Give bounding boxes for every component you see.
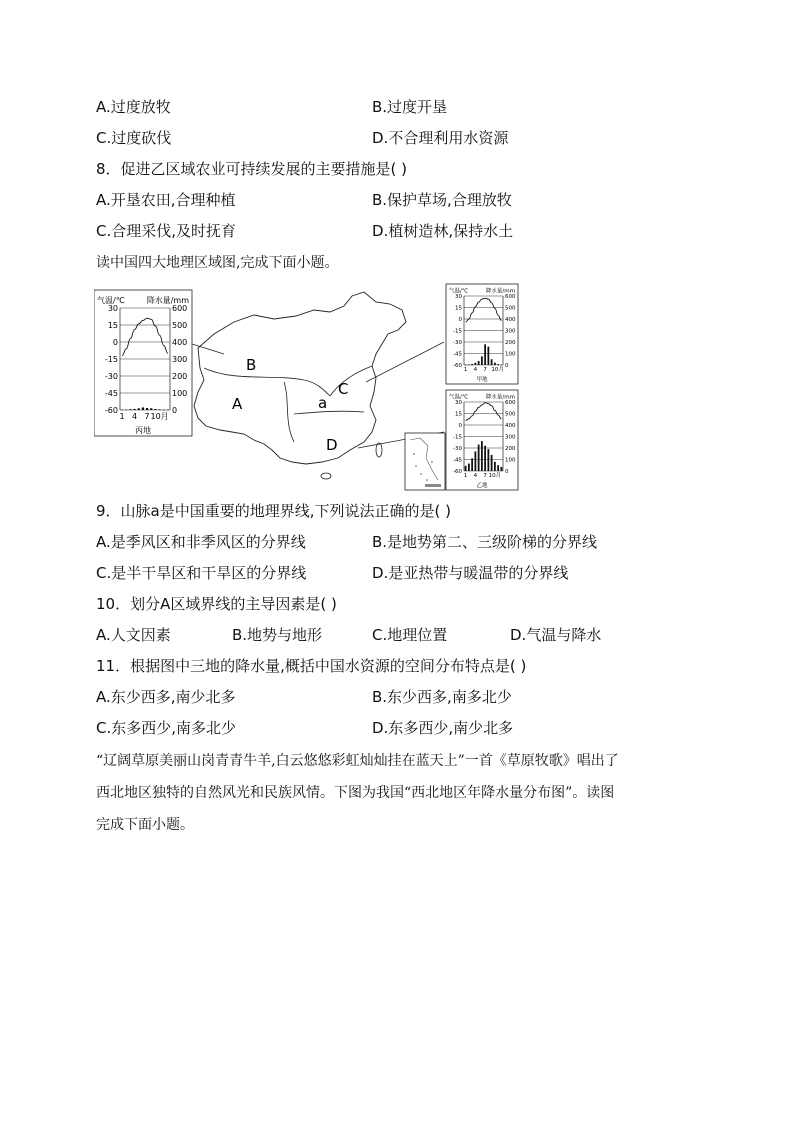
precipitation-tick-label: 100 (505, 457, 516, 464)
temperature-tick-label: -45 (453, 457, 462, 464)
q11-option-a: A.东少西多,南少北多 (96, 688, 236, 706)
precipitation-bar (167, 410, 169, 411)
climate-chart-bing (94, 290, 192, 436)
q11-option-c: C.东多西少,南多北少 (96, 719, 237, 737)
map-label-d: D (326, 436, 338, 454)
month-tick-label: 7 (483, 367, 487, 374)
precipitation-bar (487, 347, 489, 365)
month-tick-label: 10 (491, 367, 499, 374)
q11-option-d: D.东多西少,南少北多 (372, 719, 514, 737)
q10-option-b: B.地势与地形 (232, 626, 323, 644)
q9-option-c: C.是半干旱区和干旱区的分界线 (96, 564, 307, 582)
precipitation-tick-label: 600 (505, 293, 516, 300)
month-tick-label: 1 (463, 473, 468, 480)
map-label-c: C (338, 380, 349, 398)
map-label-a: A (232, 395, 243, 413)
temperature-tick-label: -45 (104, 388, 118, 398)
q10-stem: 10．划分A区域界线的主导因素是( ) (96, 595, 337, 613)
precipitation-bar (468, 364, 470, 365)
precipitation-bar (474, 363, 476, 365)
month-tick-label: 10月 (150, 411, 169, 421)
month-tick-label: 10月 (488, 473, 502, 480)
temperature-tick-label: 0 (458, 422, 462, 429)
month-tick-label: 1 (463, 367, 468, 374)
precipitation-bar (121, 410, 123, 411)
month-tick-label: 7 (483, 473, 487, 480)
precipitation-bar (478, 445, 480, 471)
temperature-tick-label: -15 (453, 434, 462, 441)
precipitation-bar (484, 344, 486, 365)
precipitation-bar (142, 407, 144, 410)
precipitation-bar (471, 364, 473, 365)
temperature-tick-label: 0 (458, 316, 462, 323)
precipitation-bar (478, 361, 480, 365)
precipitation-bar (465, 466, 467, 471)
precipitation-bar (133, 409, 135, 410)
map-label-b: B (246, 356, 257, 374)
precipitation-tick-label: 500 (505, 305, 516, 312)
four-regions-map-figure (94, 282, 519, 494)
temperature-tick-label: 0 (112, 337, 118, 347)
precipitation-tick-label: 100 (172, 388, 188, 398)
temperature-axis-label: 气温/℃ (449, 288, 469, 295)
q9-option-d: D.是亚热带与暖温带的分界线 (372, 564, 569, 582)
month-tick-label: 4 (473, 473, 478, 480)
precipitation-bar (481, 441, 483, 471)
q10-option-d: D.气温与降水 (510, 626, 602, 644)
precipitation-tick-label: 400 (172, 337, 188, 347)
q7-option-c: C.过度砍伐 (96, 129, 172, 147)
q7-option-d: D.不合理利用水资源 (372, 129, 509, 147)
precipitation-bar (497, 465, 499, 471)
precipitation-tick-label: 200 (172, 371, 188, 381)
precipitation-tick-label: 400 (505, 422, 516, 429)
q7-option-b: B.过度开垦 (372, 98, 448, 116)
precipitation-bar (465, 365, 467, 366)
precipitation-tick-label: 300 (505, 434, 516, 441)
temperature-axis-label: 气温/℃ (97, 296, 125, 306)
precipitation-bar (484, 446, 486, 471)
q11-option-b: B.东少西多,南多北少 (372, 688, 512, 706)
q8-option-b: B.保护草场,合理放牧 (372, 191, 512, 209)
inset-caption-mark (425, 484, 441, 487)
climate-chart-yi (446, 390, 518, 490)
chart-place-label: 丙地 (135, 426, 151, 435)
temperature-tick-label: -15 (453, 328, 462, 335)
temperature-tick-label: -15 (104, 354, 118, 364)
temperature-tick-label: -60 (453, 362, 462, 369)
hainan-island (321, 473, 331, 479)
q10-option-c: C.地理位置 (372, 626, 448, 644)
precipitation-bar (491, 455, 493, 471)
precipitation-tick-label: 0 (505, 468, 509, 475)
q8-option-a: A.开垦农田,合理种植 (96, 191, 236, 209)
precipitation-bar (494, 363, 496, 365)
temperature-tick-label: 15 (455, 411, 462, 418)
intro-map-question: 读中国四大地理区域图,完成下面小题。 (96, 255, 339, 271)
precipitation-bar (468, 464, 470, 471)
precipitation-bar (125, 409, 127, 410)
precipitation-axis-label: 降水量/mm (146, 296, 189, 306)
precipitation-tick-label: 100 (505, 351, 516, 358)
taiwan-island (376, 443, 382, 457)
q9-option-a: A.是季风区和非季风区的分界线 (96, 533, 306, 551)
climate-chart-jia (446, 284, 518, 384)
month-tick-label: 7 (144, 411, 150, 421)
precipitation-bar (163, 410, 165, 411)
q8-option-c: C.合理采伐,及时抚育 (96, 222, 237, 240)
month-tick-label: 4 (473, 367, 478, 374)
temperature-tick-label: -45 (453, 351, 462, 358)
precipitation-tick-label: 300 (172, 354, 188, 364)
temperature-tick-label: 30 (455, 293, 462, 300)
precipitation-bar (158, 409, 160, 410)
chart-place-label: 甲地 (476, 377, 488, 383)
precipitation-axis-label: 降水量/mm (485, 288, 515, 295)
q7-option-a: A.过度放牧 (96, 98, 171, 116)
precipitation-tick-label: 200 (505, 339, 516, 346)
map-label-mountain-a: a (318, 394, 328, 412)
intro-passage-line-3: 完成下面小题。 (96, 817, 194, 833)
precipitation-bar (146, 408, 148, 410)
q8-stem: 8．促进乙区域农业可持续发展的主要措施是( ) (96, 160, 408, 178)
precipitation-tick-label: 600 (172, 303, 188, 313)
precipitation-bar (500, 467, 502, 471)
precipitation-tick-label: 0 (505, 362, 509, 369)
precipitation-tick-label: 500 (172, 320, 188, 330)
precipitation-tick-label: 300 (505, 328, 516, 335)
precipitation-bar (154, 409, 156, 410)
temperature-tick-label: -30 (453, 445, 462, 452)
chart-place-label: 乙地 (476, 483, 488, 489)
temperature-tick-label: -30 (104, 371, 118, 381)
intro-passage-line-1: “辽阔草原美丽山岗青青牛羊,白云悠悠彩虹灿灿挂在蓝天上”一首《草原牧歌》唱出了 (96, 753, 619, 769)
precipitation-bar (497, 364, 499, 365)
precipitation-bar (471, 458, 473, 471)
precipitation-bar (491, 359, 493, 365)
precipitation-bar (474, 451, 476, 471)
temperature-tick-label: -30 (453, 339, 462, 346)
q9-stem: 9．山脉a是中国重要的地理界线,下列说法正确的是( ) (96, 502, 451, 520)
q9-option-b: B.是地势第二、三级阶梯的分界线 (372, 533, 598, 551)
temperature-axis-label: 气温/℃ (449, 394, 469, 401)
precipitation-bar (494, 462, 496, 471)
temperature-tick-label: 30 (107, 303, 118, 313)
precipitation-bar (138, 408, 140, 410)
precipitation-bar (150, 408, 152, 410)
q8-option-d: D.植树造林,保持水土 (372, 222, 514, 240)
month-tick-label: 月 (498, 367, 505, 374)
precipitation-axis-label: 降水量/mm (485, 394, 515, 401)
precipitation-tick-label: 600 (505, 399, 516, 406)
precipitation-bar (481, 356, 483, 365)
temperature-tick-label: 30 (455, 399, 462, 406)
temperature-tick-label: -60 (453, 468, 462, 475)
precipitation-tick-label: 0 (172, 405, 178, 415)
south-china-sea-inset (405, 433, 445, 490)
precipitation-tick-label: 400 (505, 316, 516, 323)
precipitation-tick-label: 500 (505, 411, 516, 418)
q11-stem: 11．根据图中三地的降水量,概括中国水资源的空间分布特点是( ) (96, 657, 527, 675)
precipitation-bar (500, 365, 502, 366)
precipitation-bar (487, 449, 489, 471)
month-tick-label: 1 (119, 411, 125, 421)
q10-option-a: A.人文因素 (96, 626, 171, 644)
temperature-tick-label: -60 (104, 405, 118, 415)
intro-passage-line-2: 西北地区独特的自然风光和民族风情。下图为我国“西北地区年降水量分布图”。读图 (96, 785, 615, 801)
month-tick-label: 4 (132, 411, 138, 421)
precipitation-tick-label: 200 (505, 445, 516, 452)
precipitation-bar (129, 409, 131, 410)
temperature-tick-label: 15 (455, 305, 462, 312)
temperature-tick-label: 15 (107, 320, 118, 330)
